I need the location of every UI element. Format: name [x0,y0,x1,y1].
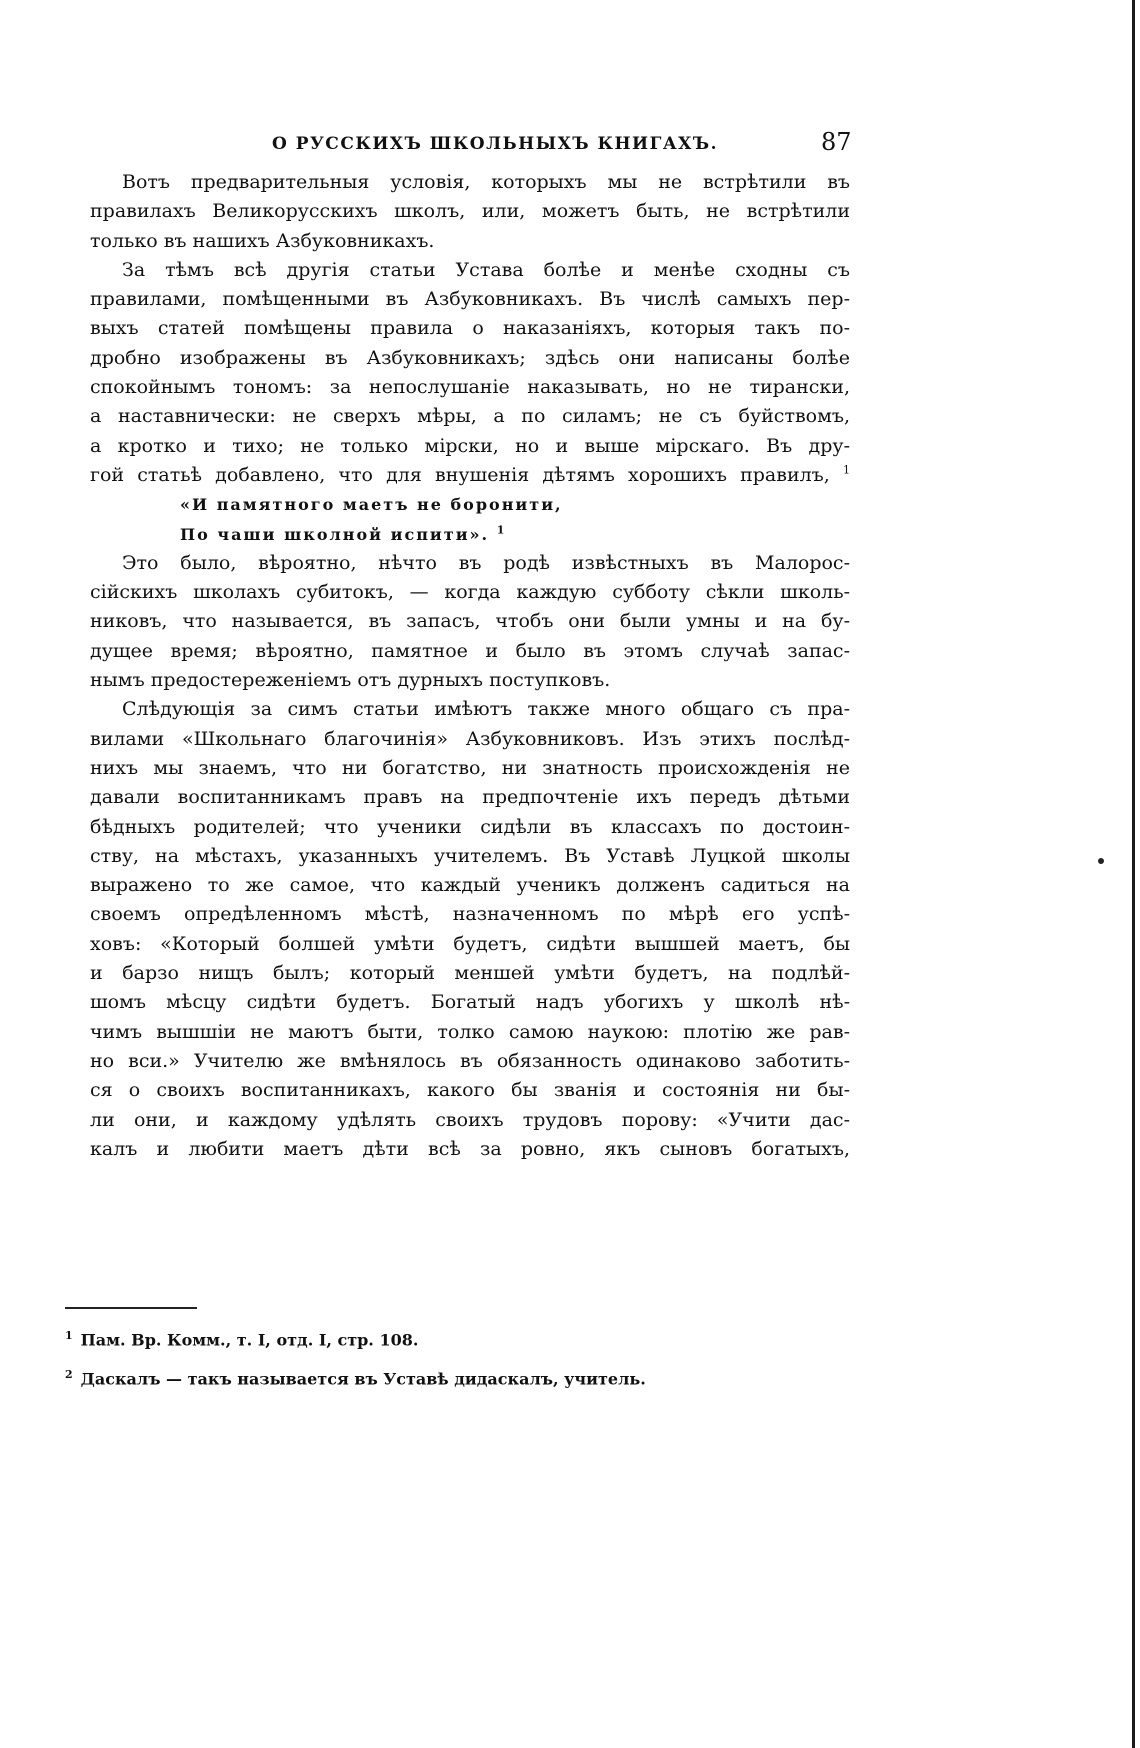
body-text [90,168,850,1164]
text-line: Вотъ предварительныя условія, которыхъ мы не встрѣтили въ [122,171,850,193]
text-line: сійскихъ школахъ субитокъ, — когда каждую субботу сѣкли школь- [90,581,850,604]
margin-speck [1098,858,1104,864]
page-edge-rule [1132,0,1135,1748]
running-header [0,124,1140,164]
quote-line-with-note [90,520,850,549]
text-line: никовъ, что называется, въ запасъ, чтобъ они были умны и на бу- [90,610,850,633]
footnote-text: Даскалъ — такъ называется въ Уставѣ дидаскалъ, учитель. [80,1369,646,1389]
text-line: ся о своихъ воспитанникахъ, какого бы званія и состоянія ни бы- [90,1079,850,1102]
text-line: а кротко и тихо; не только мірски, но и выше мірскаго. Въ дру- [90,434,850,457]
footnote-1 [65,1318,825,1357]
text-line: ховъ: «Который болшей умѣти будетъ, сидѣти вышшей маетъ, бы [90,932,850,955]
text-line: только въ нашихъ Азбуковникахъ. [90,229,435,252]
text-line: Слѣдующія за симъ статьи имѣютъ также много общаго съ пра- [122,698,850,721]
text-line: ству, на мѣстахъ, указанныхъ учителемъ. Въ Уставѣ Луцкой школы [90,844,850,867]
text-line: вилами «Школьнаго благочинія» Азбуковниковъ. Изъ этихъ послѣд- [90,727,850,750]
footnote-2 [65,1357,825,1396]
text-line: дущее время; вѣроятно, памятное и было въ этомъ случаѣ запас- [90,639,850,662]
text-line: нымъ предостереженіемъ отъ дурныхъ поступковъ. [90,669,611,692]
text-line: а наставнически: не сверхъ мѣры, а по силамъ; не съ буйствомъ, [90,405,850,428]
text-line: шомъ мѣсцу сидѣти будетъ. Богатый надъ убогихъ у школѣ нѣ- [90,991,850,1014]
quote-line-content: По чаши школной испити». [180,524,490,544]
text-line: нихъ мы знаемъ, что ни богатство, ни знатность происхожденія не [90,756,850,779]
text-line: правилами, помѣщенными въ Азбуковникахъ. Въ числѣ самыхъ пер- [90,288,850,311]
text-line-with-note [90,461,850,490]
text-line: и барзо нищъ былъ; который меншей умѣти будетъ, на подлѣй- [90,962,850,985]
text-line: За тѣмъ всѣ другія статьи Устава болѣе и менѣе сходны съ [122,258,850,281]
page-number: 87 [821,128,852,156]
text-line: выражено то же самое, что каждый ученикъ долженъ садиться на [90,874,850,897]
footnotes [65,1318,825,1397]
text-line: калъ и любити маетъ дѣти всѣ за ровно, якъ сыновъ богатыхъ, [90,1137,850,1160]
footnote-mark: 1 [65,1329,73,1342]
footnote-mark: 2 [65,1368,73,1382]
footnote-text: Пам. Вр. Комм., т. I, отд. I, стр. 108. [80,1330,419,1350]
text-line: но вси.» Учителю же вмѣнялось въ обязанность одинаково заботить- [90,1049,850,1072]
text-line: Это было, вѣроятно, нѣчто въ родѣ извѣстныхъ въ Малорос- [122,551,850,574]
text-line-content: гой статьѣ добавлено, что для внушенія дѣтямъ хорошихъ правилъ, [90,463,830,486]
footnote-reference: 1 [842,463,850,477]
text-line: своемъ опредѣленномъ мѣстѣ, назначенномъ по мѣрѣ его успѣ- [90,903,850,926]
text-line: спокойнымъ тономъ: за непослушаніе наказывать, но не тирански, [90,376,850,399]
footnote-reference: 1 [496,523,507,537]
text-line: давали воспитанникамъ правъ на предпочтеніе ихъ передъ дѣтьми [90,786,850,809]
text-line: бѣдныхъ родителей; что ученики сидѣли въ классахъ по достоин- [90,815,850,838]
text-line: чимъ вышшіи не маютъ быти, толко самою наукою: плотію же рав- [90,1020,850,1043]
quote-line: «И памятного маетъ не боронити, [180,495,563,515]
text-line: дробно изображены въ Азбуковникахъ; здѣсь они написаны болѣе [90,346,850,369]
footnote-separator [65,1307,197,1309]
text-line: ли они, и каждому удѣлять своихъ трудовъ порову: «Учити дас- [90,1108,850,1131]
running-title: О РУССКИХЪ ШКОЛЬНЫХЪ КНИГАХЪ. [272,134,719,154]
text-line: правилахъ Великорусскихъ школъ, или, можетъ быть, не встрѣтили [90,200,850,223]
text-line: выхъ статей помѣщены правила о наказаніяхъ, которыя такъ по- [90,317,850,340]
